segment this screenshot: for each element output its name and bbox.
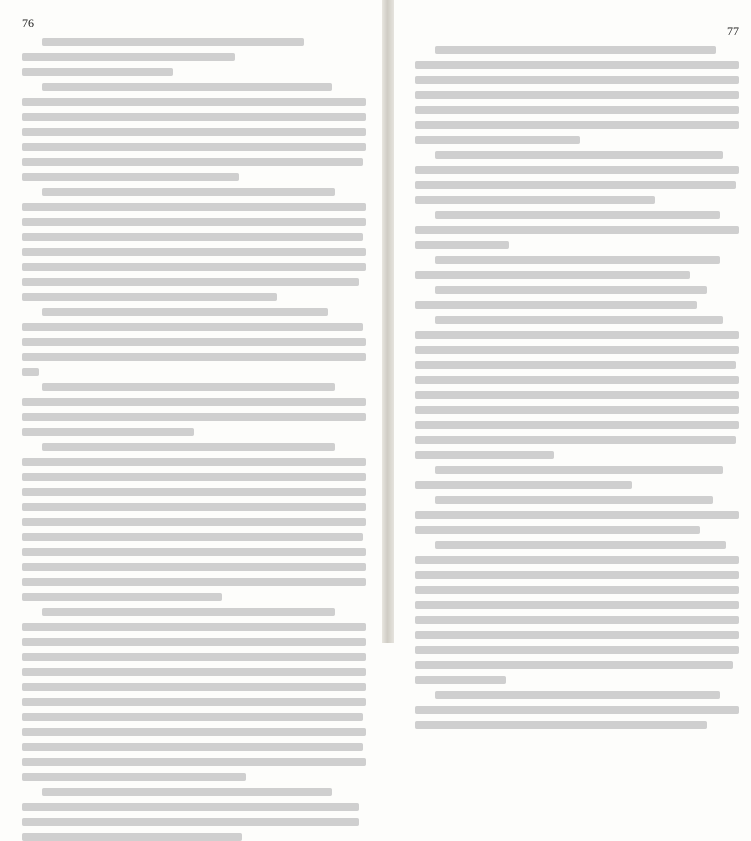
text-line-placeholder [22, 773, 246, 781]
paragraph [22, 38, 366, 76]
text-line-placeholder [415, 526, 700, 534]
text-line-placeholder [22, 668, 366, 676]
page-body [415, 46, 739, 729]
paragraph [415, 211, 739, 249]
text-line-placeholder [22, 218, 366, 226]
text-line-placeholder [415, 331, 739, 339]
text-line-placeholder [22, 368, 39, 376]
text-line-placeholder [42, 188, 335, 196]
text-line-placeholder [415, 631, 739, 639]
text-line-placeholder [415, 511, 739, 519]
paragraph [22, 188, 366, 301]
text-line-placeholder [22, 638, 366, 646]
paragraph [22, 608, 366, 781]
text-line-placeholder [22, 158, 363, 166]
text-line-placeholder [415, 721, 707, 729]
text-line-placeholder [415, 301, 697, 309]
paragraph [415, 496, 739, 534]
text-line-placeholder [435, 151, 723, 159]
text-line-placeholder [415, 661, 733, 669]
text-line-placeholder [22, 293, 277, 301]
text-line-placeholder [22, 683, 366, 691]
text-line-placeholder [415, 616, 739, 624]
text-line-placeholder [22, 248, 366, 256]
text-line-placeholder [22, 563, 366, 571]
text-line-placeholder [22, 653, 366, 661]
page-body [22, 38, 366, 841]
text-line-placeholder [22, 203, 366, 211]
text-line-placeholder [22, 503, 366, 511]
paragraph [415, 46, 739, 144]
paragraph [22, 383, 366, 436]
paragraph [415, 541, 739, 684]
text-line-placeholder [22, 413, 366, 421]
paragraph [415, 256, 739, 279]
paragraph [22, 308, 366, 376]
text-line-placeholder [415, 136, 580, 144]
text-line-placeholder [415, 91, 739, 99]
text-line-placeholder [22, 338, 366, 346]
text-line-placeholder [22, 233, 363, 241]
text-line-placeholder [22, 173, 239, 181]
paragraph [22, 788, 366, 841]
text-line-placeholder [435, 286, 707, 294]
text-line-placeholder [22, 458, 366, 466]
text-line-placeholder [415, 571, 739, 579]
text-line-placeholder [22, 128, 366, 136]
paragraph [415, 151, 739, 204]
text-line-placeholder [435, 46, 716, 54]
text-line-placeholder [415, 601, 739, 609]
text-line-placeholder [22, 698, 366, 706]
paragraph [22, 83, 366, 181]
text-line-placeholder [22, 833, 242, 841]
text-line-placeholder [22, 743, 363, 751]
text-line-placeholder [22, 263, 366, 271]
book-gutter [382, 0, 394, 643]
text-line-placeholder [415, 391, 739, 399]
text-line-placeholder [415, 586, 739, 594]
text-line-placeholder [22, 548, 366, 556]
text-line-placeholder [22, 533, 363, 541]
text-line-placeholder [42, 788, 332, 796]
text-line-placeholder [415, 706, 739, 714]
text-line-placeholder [22, 623, 366, 631]
text-line-placeholder [42, 38, 304, 46]
page-number: 77 [727, 24, 739, 38]
text-line-placeholder [22, 593, 222, 601]
paragraph [22, 443, 366, 601]
text-line-placeholder [22, 278, 359, 286]
text-line-placeholder [22, 113, 366, 121]
text-line-placeholder [22, 758, 366, 766]
text-line-placeholder [42, 443, 335, 451]
text-line-placeholder [415, 556, 739, 564]
text-line-placeholder [415, 61, 739, 69]
right-page [395, 0, 751, 643]
text-line-placeholder [22, 818, 359, 826]
left-page [0, 0, 380, 643]
text-line-placeholder [435, 256, 720, 264]
text-line-placeholder [42, 308, 328, 316]
text-line-placeholder [415, 361, 736, 369]
text-line-placeholder [22, 143, 366, 151]
text-line-placeholder [415, 376, 739, 384]
text-line-placeholder [435, 466, 723, 474]
text-line-placeholder [415, 406, 739, 414]
text-line-placeholder [415, 76, 739, 84]
text-line-placeholder [22, 323, 363, 331]
text-line-placeholder [22, 353, 366, 361]
text-line-placeholder [415, 421, 739, 429]
text-line-placeholder [435, 211, 720, 219]
paragraph [415, 286, 739, 309]
text-line-placeholder [415, 451, 554, 459]
paragraph [415, 316, 739, 459]
text-line-placeholder [435, 496, 713, 504]
text-line-placeholder [435, 541, 726, 549]
text-line-placeholder [22, 713, 363, 721]
text-line-placeholder [22, 803, 359, 811]
text-line-placeholder [22, 518, 366, 526]
page-number: 76 [22, 16, 34, 30]
text-line-placeholder [415, 676, 506, 684]
text-line-placeholder [415, 106, 739, 114]
text-line-placeholder [22, 68, 173, 76]
text-line-placeholder [415, 646, 739, 654]
text-line-placeholder [415, 181, 736, 189]
text-line-placeholder [435, 316, 723, 324]
text-line-placeholder [415, 346, 739, 354]
text-line-placeholder [435, 691, 720, 699]
paragraph [415, 691, 739, 729]
text-line-placeholder [22, 428, 194, 436]
text-line-placeholder [22, 398, 366, 406]
text-line-placeholder [415, 241, 509, 249]
text-line-placeholder [22, 98, 366, 106]
text-line-placeholder [42, 83, 332, 91]
text-line-placeholder [415, 196, 655, 204]
text-line-placeholder [415, 271, 690, 279]
text-line-placeholder [22, 578, 366, 586]
paragraph [415, 466, 739, 489]
text-line-placeholder [22, 473, 366, 481]
text-line-placeholder [22, 488, 366, 496]
text-line-placeholder [42, 383, 335, 391]
text-line-placeholder [415, 226, 739, 234]
text-line-placeholder [415, 166, 739, 174]
text-line-placeholder [22, 728, 366, 736]
text-line-placeholder [415, 121, 739, 129]
text-line-placeholder [22, 53, 235, 61]
text-line-placeholder [415, 436, 736, 444]
text-line-placeholder [415, 481, 632, 489]
text-line-placeholder [42, 608, 335, 616]
